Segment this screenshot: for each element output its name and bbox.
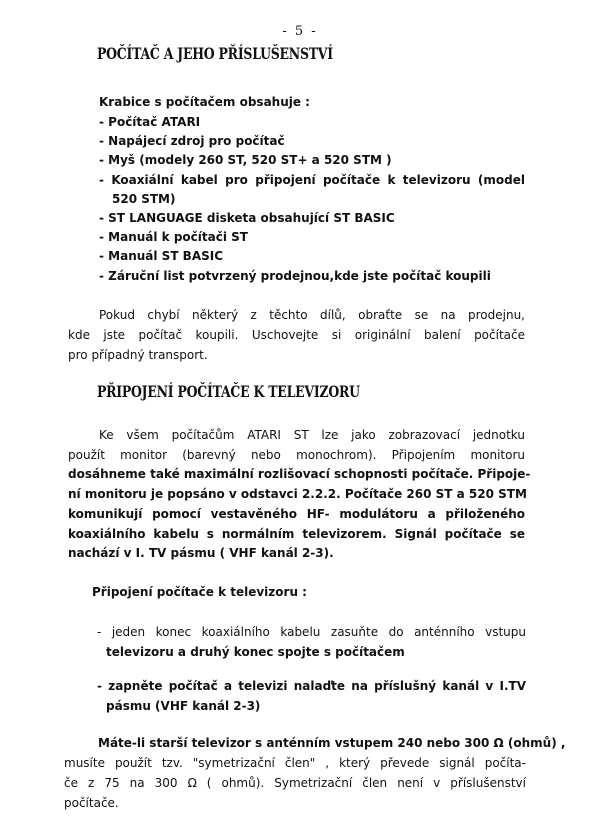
paragraph-line: musíte použít tzv. "symetrizační člen" , který převede signál počíta- <box>64 756 526 770</box>
list-item: - Záruční list potvrzený prodejnou,kde jste počítač koupili <box>99 269 491 283</box>
paragraph-line: ní monitoru je popsáno v odstavci 2.2.2. Počítače 260 ST a 520 STM <box>68 487 527 501</box>
list-item: - Napájecí zdroj pro počítač <box>99 134 285 148</box>
paragraph-line: počítače. <box>64 796 119 810</box>
paragraph-line: Ke všem počítačům ATARI ST lze jako zobrazovací jednotku <box>99 428 525 442</box>
paragraph-line: použít monitor (barevný nebo monochrom). Připojením monitoru <box>68 448 525 462</box>
paragraph-line: Máte-li starší televizor s anténním vstupem 240 nebo 300 Ω (ohmů) , <box>98 736 566 750</box>
list-item: - Manuál k počítači ST <box>99 230 248 244</box>
paragraph-line: nachází v I. TV pásmu ( VHF kanál 2-3). <box>68 546 334 560</box>
page-number: - 5 - <box>282 24 318 39</box>
section-heading-tv-connection: PŘIPOJENÍ POČÍTAČE K TELEVIZORU <box>97 382 360 401</box>
step-item-continuation: pásmu (VHF kanál 2-3) <box>106 699 261 713</box>
list-item: - ST LANGUAGE disketa obsahující ST BASIC <box>99 211 395 225</box>
box-contents-intro: Krabice s počítačem obsahuje : <box>99 95 310 109</box>
list-item: - Myš (modely 260 ST, 520 ST+ a 520 STM ) <box>99 153 392 167</box>
list-item-continuation: 520 STM) <box>112 192 176 206</box>
paragraph-line: Pokud chybí některý z těchto dílů, obraťte se na prodejnu, <box>99 308 525 322</box>
paragraph-line: če z 75 na 300 Ω ( ohmů). Symetrizační člen není v příslušenství <box>64 776 526 790</box>
list-item: - Manuál ST BASIC <box>99 249 224 263</box>
step-item: - jeden konec koaxiálního kabelu zasuňte do anténního vstupu <box>97 625 526 639</box>
list-item: - Koaxiální kabel pro připojení počítače k televizoru (model <box>99 173 525 187</box>
list-item: - Počítač ATARI <box>99 115 201 129</box>
paragraph-line: kde jste počítač koupili. Uschovejte si originální balení počítače <box>68 328 525 342</box>
paragraph-line: komunikují pomocí vestavěného HF- modulátoru a přiloženého <box>68 507 525 521</box>
section-heading-computer-accessories: POČÍTAČ A JEHO PŘÍSLUŠENSTVÍ <box>97 44 333 63</box>
step-item-continuation: televizoru a druhý konec spojte s počítačem <box>106 645 405 659</box>
step-item: - zapněte počítač a televizi nalaďte na příslušný kanál v I.TV <box>97 679 526 693</box>
paragraph-line: koaxiálního kabelu s normálním televizorem. Signál počítače se <box>68 527 525 541</box>
subheading-tv-connection: Připojení počítače k televizoru : <box>92 585 307 599</box>
paragraph-line: pro případný transport. <box>68 348 208 362</box>
paragraph-line: dosáhneme také maximální rozlišovací schopnosti počítače. Připoje- <box>68 467 531 481</box>
